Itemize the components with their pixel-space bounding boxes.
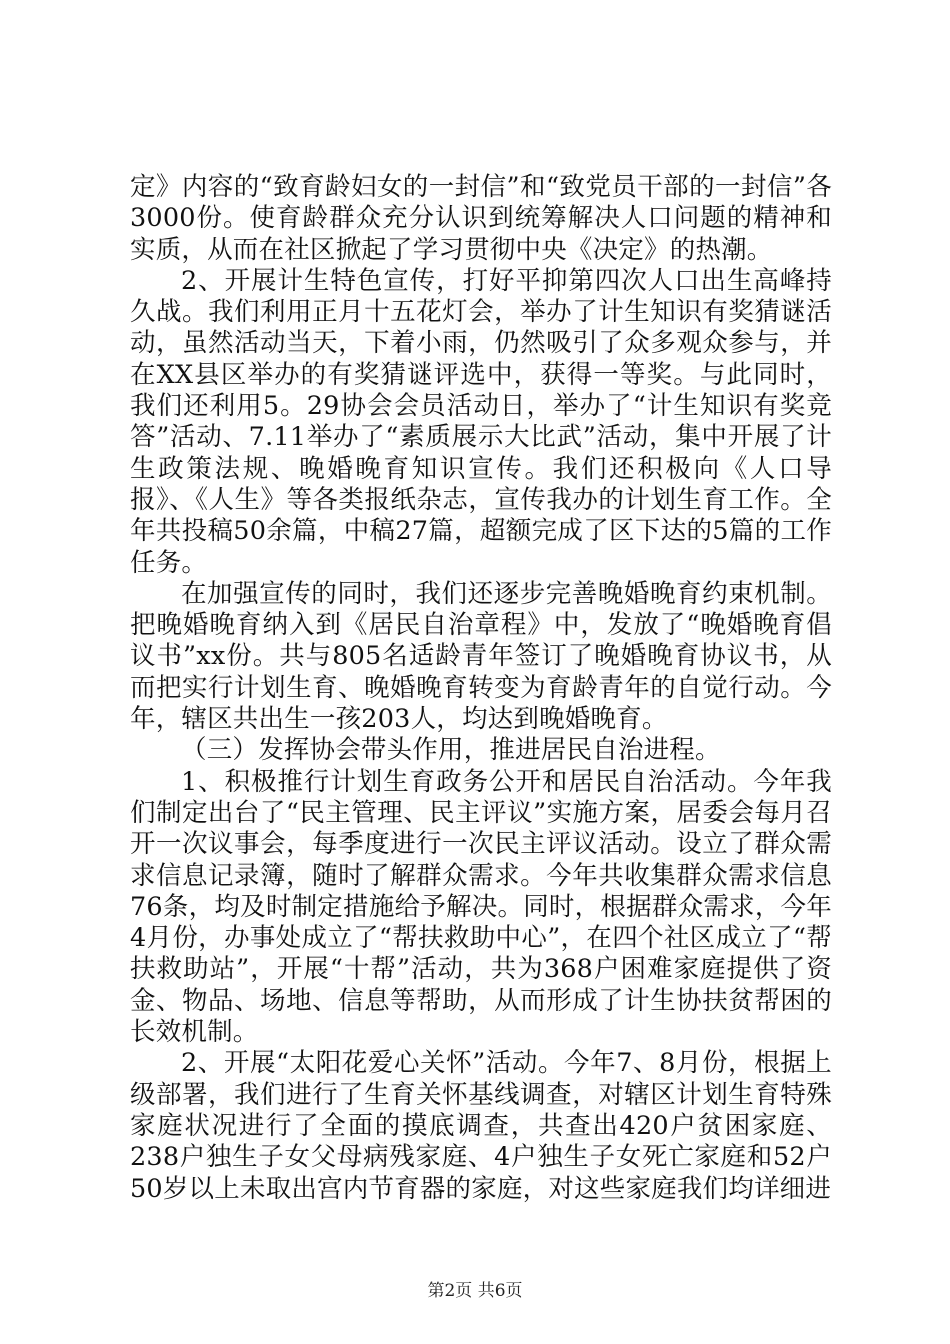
document-body xyxy=(130,172,832,1205)
section-heading: （三）发挥协会带头作用，推进居民自治进程。 xyxy=(181,735,721,766)
paragraph-self-governance: 1、积极推行计划生育政务公开和居民自治活动。今年我们制定出台了“民主管理、民主评议”实施方案，居委会每月召开一次议事会，每季度进行一次民主评议活动。设立了群众需求信息记录簿，随时了解群众需求。今年共收集群众需求信息76条，均及时制定措施给予解决。同时，根据群众需求，今年4月份，办事处成立了“帮扶救助中心”，在四个社区成立了“帮扶救助站”，开展“十帮”活动，共为368户困难家庭提供了资金、物品、场地、信息等帮助，从而形成了计生协扶贫帮困的长效机制。 xyxy=(130,766,832,1048)
paragraph-late-marriage: 在加强宣传的同时，我们还逐步完善晚婚晚育约束机制。把晚婚晚育纳入到《居民自治章程》中，发放了“晚婚晚育倡议书”xx份。共与805名适龄青年签订了晚婚晚育协议书，从而把实行计划生育、晚婚晚育转变为育龄青年的自觉行动。今年，辖区共出生一孩203人，均达到晚婚晚育。 xyxy=(130,578,832,735)
paragraph-sunflower-care: 2、开展“太阳花爱心关怀”活动。今年7、8月份，根据上级部署，我们进行了生育关怀基线调查，对辖区计划生育特殊家庭状况进行了全面的摸底调查，共查出420户贫困家庭、238户独生子女父母病残家庭、4户独生子女死亡家庭和52户50岁以上未取出宫内节育器的家庭，对这些家庭我们均详细进 xyxy=(130,1048,832,1204)
page-footer: 第2页 共6页 xyxy=(427,1281,523,1301)
paragraph-continuation: 定》内容的“致育龄妇女的一封信”和“致党员干部的一封信”各3000份。使育龄群众充分认识到统筹解决人口问题的精神和实质，从而在社区掀起了学习贯彻中央《决定》的热潮。 xyxy=(130,172,832,265)
paragraph-publicity: 2、开展计生特色宣传，打好平抑第四次人口出生高峰持久战。我们利用正月十五花灯会，举办了计生知识有奖猜谜活动，虽然活动当天，下着小雨，仍然吸引了众多观众参与，并在XX县区举办的有奖猜谜评选中，获得一等奖。与此同时，我们还利用5。29协会会员活动日，举办了“计生知识有奖竞答”活动、7.11举办了“素质展示大比武”活动，集中开展了计生政策法规、晚婚晚育知识宣传。我们还积极向《人口导报》、《人生》等各类报纸杂志，宣传我办的计划生育工作。全年共投稿50余篇，中稿27篇，超额完成了区下达的5篇的工作任务。 xyxy=(130,265,832,578)
